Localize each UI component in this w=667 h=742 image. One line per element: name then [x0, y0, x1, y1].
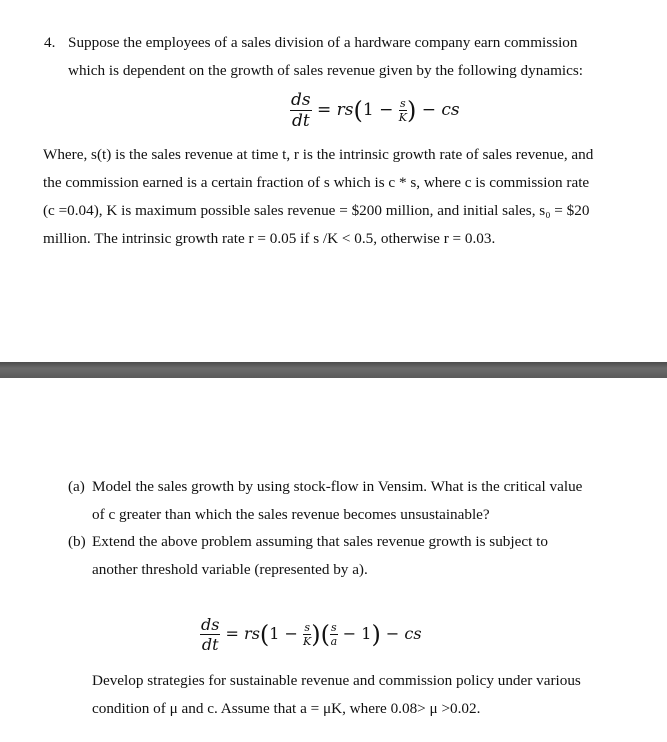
- part-b-line-2: another threshold variable (represented by a).: [92, 561, 368, 578]
- eq2-s2: s: [331, 621, 337, 634]
- eq2-s: s: [304, 621, 310, 634]
- eq2-ds-dt: [200, 615, 220, 654]
- eq2-K: K: [303, 635, 312, 648]
- eq1-right-paren: ): [406, 96, 417, 125]
- eq2-rs: = rs: [225, 624, 260, 643]
- equation-2: [200, 615, 422, 654]
- intro-line-1: Suppose the employees of a sales division of a hardware company earn commission: [68, 34, 578, 51]
- eq2-numerator: ds: [201, 615, 220, 634]
- page-divider: [0, 362, 667, 378]
- where-line-2: the commission earned is a certain fraction of s which is c * s, where c is commission rate: [43, 174, 590, 191]
- part-a-line-1: Model the sales growth by using stock-flow in Vensim. What is the critical value: [92, 478, 583, 495]
- where-line-4: million. The intrinsic growth rate r = 0.05 if s /K < 0.5, otherwise r = 0.03.: [43, 230, 496, 247]
- part-a-label: (a): [68, 478, 85, 495]
- part-b-line-1: Extend the above problem assuming that sales revenue growth is subject to: [92, 533, 548, 550]
- eq2-minus-cs: − cs: [385, 624, 422, 643]
- eq2-right-paren-2: ): [371, 620, 381, 649]
- eq1-minus-cs: − cs: [421, 100, 460, 120]
- develop-line-1: Develop strategies for sustainable revenue and commission policy under various: [92, 672, 581, 689]
- eq1-s-over-k: [399, 97, 407, 124]
- equation-1: [290, 90, 460, 131]
- eq1-s: s: [400, 97, 406, 110]
- part-a-line-2: of c greater than which the sales revenue becomes unsustainable?: [92, 506, 490, 523]
- eq2-one-minus: 1 −: [269, 624, 298, 643]
- eq1-numerator: ds: [291, 90, 311, 110]
- eq1-ds-dt: [290, 90, 312, 131]
- develop-line-2: condition of μ and c. Assume that a = μK, where 0.08> μ >0.02.: [92, 700, 481, 717]
- eq1-rs: = rs: [317, 100, 354, 120]
- eq2-denominator: dt: [201, 635, 219, 654]
- problem-number: 4.: [44, 34, 56, 51]
- eq2-right-paren-1: ): [311, 620, 321, 649]
- where-line-3: (c =0.04), K is maximum possible sales revenue = $200 million, and initial sales, s₀ = $20: [43, 202, 590, 219]
- eq2-minus-one: − 1: [342, 624, 372, 643]
- eq2-left-paren-2: (: [320, 620, 331, 649]
- eq2-s-over-a: [330, 621, 338, 648]
- eq1-one-minus: 1 −: [362, 100, 394, 120]
- part-b-label: (b): [68, 533, 86, 550]
- eq1-denominator: dt: [291, 111, 310, 131]
- eq1-left-paren: (: [353, 96, 363, 125]
- eq2-a: a: [330, 635, 338, 648]
- where-line-1: Where, s(t) is the sales revenue at time t, r is the intrinsic growth rate of sales revenue, and: [43, 146, 594, 163]
- intro-line-2: which is dependent on the growth of sales revenue given by the following dynamics:: [68, 62, 583, 79]
- eq1-K: K: [398, 111, 407, 124]
- eq2-left-paren-1: (: [259, 620, 270, 649]
